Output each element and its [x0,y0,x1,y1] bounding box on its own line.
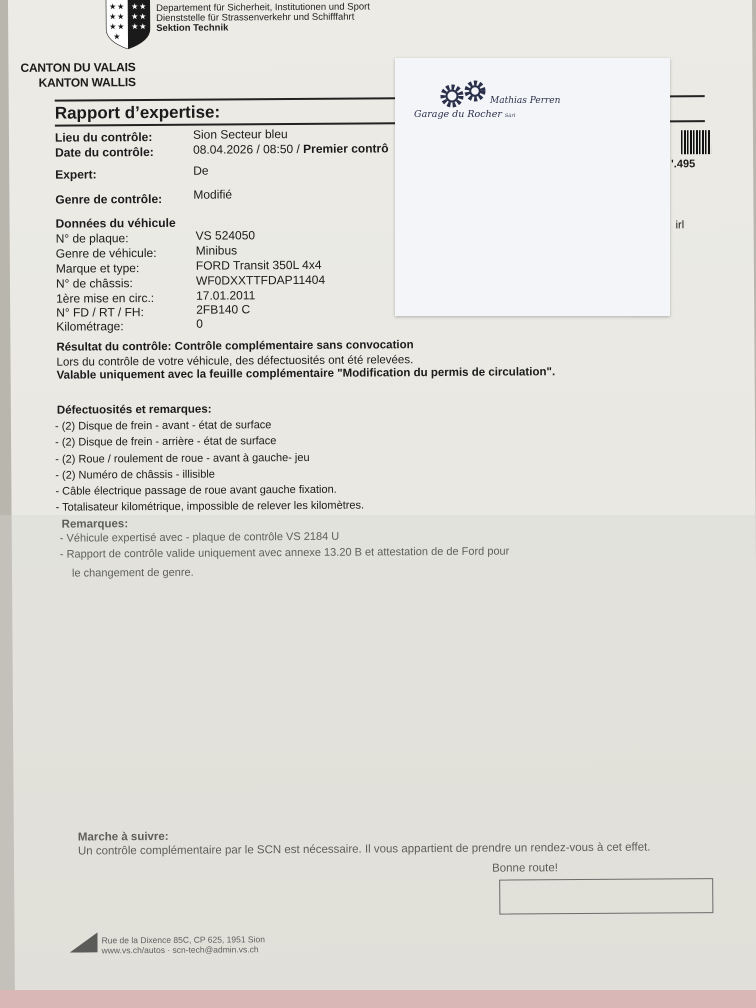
dept-line-1: Departement für Sicherheit, Institutionen und Sport [156,1,370,14]
date-value: 08.04.2026 / 08:50 / Premier contrô [193,141,389,157]
footer-address: Rue de la Dixence 85C, CP 625, 1951 Sion [101,934,265,946]
next-text: Un contrôle complémentaire par le SCN est nécessaire. Il vous appartient de prendre un rendez-vous à cet effet. [77,841,651,858]
svg-text:★: ★ [139,2,147,12]
result-line-2: Lors du contrôle de votre véhicule, des défectuosités ont été relevées. [56,354,414,369]
remarks-heading: Remarques: [61,518,129,531]
defect-item: - Totalisateur kilométrique, impossible de relever les kilomètres. [55,499,365,514]
vehicle-first-reg-value: 17.01.2011 [196,288,256,303]
gears-logo-icon [437,78,491,112]
svg-text:★: ★ [139,22,147,32]
remark-item: le changement de genre. [71,566,194,580]
vehicle-chassis-label: N° de châssis: [55,276,133,291]
dept-line-2: Dienststelle für Strassenverkehr und Schifffahrt [156,11,355,24]
next-heading: Marche à suivre: [77,830,169,844]
svg-text:★: ★ [131,22,139,32]
vehicle-heading: Données du véhicule [55,215,176,231]
svg-text:★: ★ [109,22,117,32]
svg-text:★: ★ [109,2,117,12]
background-pink-strip [0,990,756,1008]
barcode-icon [681,130,711,154]
vehicle-first-reg-label: 1ère mise en circ.: [56,290,155,306]
vehicle-make-label: Marque et type: [55,261,140,276]
vehicle-fd-value: 2FB140 C [196,302,251,317]
vehicle-km-value: 0 [196,316,204,331]
right-fragment-text: irl [675,219,685,232]
svg-text:★: ★ [117,2,125,12]
dept-line-3: Sektion Technik [156,22,229,34]
paper-fold-band [0,515,756,1008]
svg-text:★: ★ [131,12,139,22]
page-title: Rapport d’expertise: [54,102,221,123]
vehicle-km-label: Kilométrage: [56,319,124,334]
vehicle-plate-value: VS 524050 [195,228,256,243]
svg-text:★: ★ [117,12,125,22]
vehicle-plate-label: N° de plaque: [55,231,129,246]
footer-web: www.vs.ch/autos · scn-tech@admin.vs.ch [101,944,259,956]
defect-item: - Câble électrique passage de roue avant gauche fixation. [55,483,337,498]
defect-item: - (2) Numéro de châssis - illisible [55,468,215,482]
farewell-text: Bonne route! [492,862,558,875]
stamp-name: Mathias Perren [490,96,561,106]
vehicle-kind-label: Genre de véhicule: [55,245,157,261]
expert-label: Expert: [55,167,97,182]
vehicle-make-value: FORD Transit 350L 4x4 [195,257,322,273]
lieu-label: Lieu du contrôle: [54,129,153,145]
date-label: Date du contrôle: [55,144,154,160]
result-line-3: Valable uniquement avec la feuille complémentaire "Modification du permis de circulation". [56,366,556,382]
vehicle-fd-label: N° FD / RT / FH: [56,305,144,320]
canton-fr: CANTON DU VALAIS [20,60,136,75]
stamp-company: Garage du Rocher Sàrl [414,109,516,120]
sticky-note [395,58,670,316]
svg-text:★: ★ [139,12,147,22]
svg-text:★: ★ [117,22,125,32]
result-line: Résultat du contrôle: Contrôle complémentaire sans convocation [56,339,414,354]
remark-item: - Rapport de contrôle valide uniquement avec annexe 13.20 B et attestation de de Ford pour [59,545,510,561]
genre-controle-label: Genre de contrôle: [55,191,163,207]
defect-item: - (2) Roue / roulement de roue - avant à gauche- jeu [55,451,310,466]
svg-text:★: ★ [109,12,117,22]
expert-value: De [193,163,209,178]
valais-coat-of-arms-icon [100,0,156,49]
remark-item: - Véhicule expertisé avec - plaque de contrôle VS 2184 U [59,530,340,545]
vehicle-kind-value: Minibus [195,243,238,258]
defect-item: - (2) Disque de frein - arrière - état de surface [55,435,277,449]
defects-heading: Défectuosités et remarques: [56,403,212,417]
svg-text:★: ★ [131,2,139,12]
vehicle-chassis-value: WF0DXXTTFDAP11404 [195,272,326,288]
defect-item: - (2) Disque de frein - avant - état de surface [54,419,272,433]
svg-text:★: ★ [113,32,121,42]
canton-de: KANTON WALLIS [38,75,136,90]
genre-controle-value: Modifié [193,187,233,202]
lieu-value: Sion Secteur bleu [192,127,288,142]
reference-number: '.495 [671,158,696,171]
